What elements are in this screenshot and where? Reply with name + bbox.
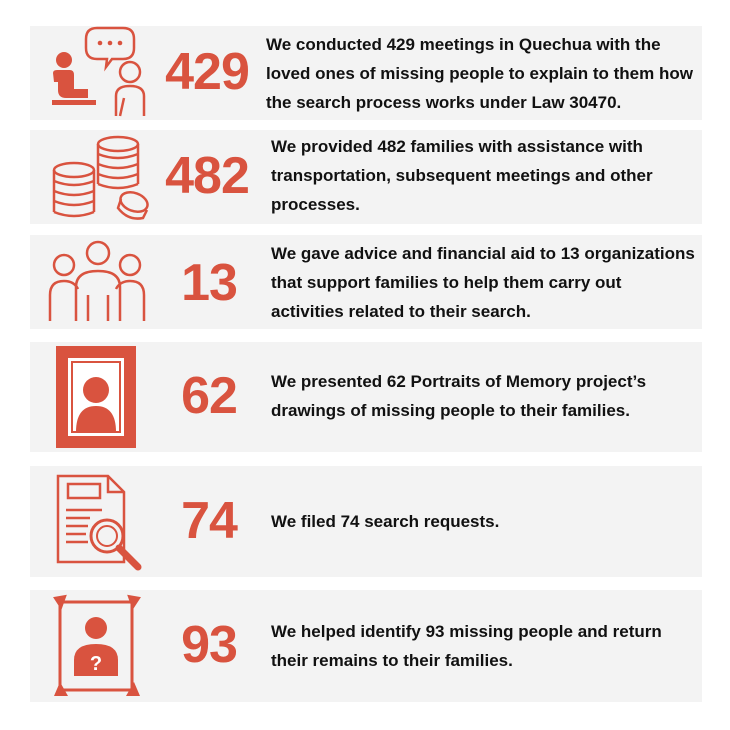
group-of-people-icon <box>44 235 154 329</box>
document-search-icon <box>44 466 154 577</box>
coins-icon <box>44 130 154 224</box>
missing-person-poster-icon <box>44 590 154 702</box>
portrait-icon <box>44 342 154 452</box>
stat-row-portraits <box>30 342 702 452</box>
stat-number: 62 <box>181 367 237 425</box>
stat-description: We helped identify 93 missing people and return their remains to their families. <box>271 622 662 670</box>
conversation-icon <box>44 26 154 120</box>
stat-row-organizations <box>30 235 702 329</box>
stat-number: 13 <box>181 254 237 312</box>
stat-number: 429 <box>165 43 249 101</box>
stat-row-families-assisted <box>30 130 702 224</box>
stat-description: We gave advice and financial aid to 13 organizations that support families to help them carry out activities related to their search. <box>271 244 695 321</box>
stat-number: 74 <box>181 492 237 550</box>
stat-number: 93 <box>181 616 237 674</box>
stat-description: We conducted 429 meetings in Quechua with the loved ones of missing people to explain to them how the search process works under Law 30470. <box>266 35 693 112</box>
stat-description: We filed 74 search requests. <box>271 512 500 531</box>
stat-row-meetings <box>30 26 702 120</box>
stat-row-identified <box>30 590 702 702</box>
svg-text:?: ? <box>89 653 103 675</box>
stat-number: 482 <box>165 147 249 205</box>
stat-row-search-requests <box>30 466 702 577</box>
stat-description: We provided 482 families with assistance with transportation, subsequent meetings and other processes. <box>271 137 653 214</box>
stat-description: We presented 62 Portraits of Memory project’s drawings of missing people to their families. <box>271 372 647 420</box>
